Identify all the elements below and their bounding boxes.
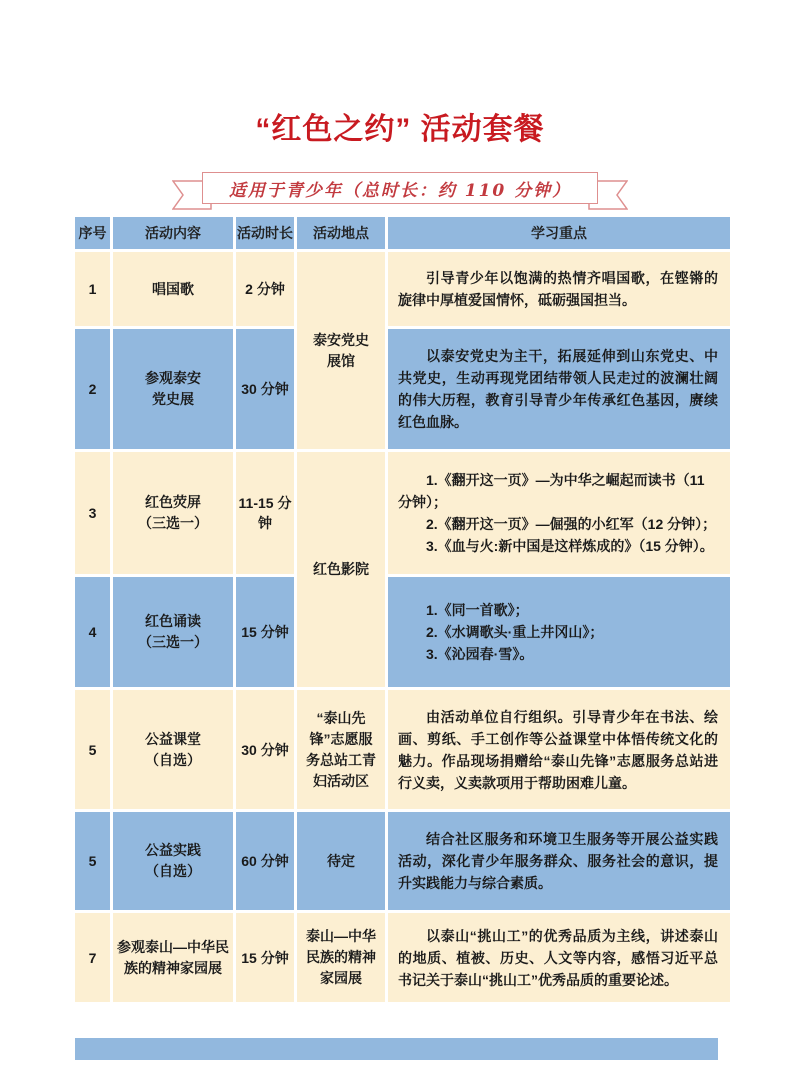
cell-no: 5	[75, 812, 110, 910]
cell-duration: 30 分钟	[236, 329, 294, 449]
table-row	[75, 329, 730, 449]
cell-activity: 红色荧屏（三选一）	[113, 452, 233, 574]
cell-points: 1.《同一首歌》； 2.《水调歌头·重上井冈山》； 3.《沁园春·雪》。	[388, 577, 730, 687]
cell-location: 泰山—中华民族的精神家园展	[297, 913, 385, 1002]
ribbon-banner	[172, 172, 628, 208]
cell-activity: 红色诵读（三选一）	[113, 577, 233, 687]
cell-location: “泰山先锋”志愿服务总站工青妇活动区	[297, 690, 385, 809]
table-header-row	[75, 217, 730, 249]
table-row	[75, 452, 730, 574]
cell-activity: 唱国歌	[113, 252, 233, 326]
cell-duration: 15 分钟	[236, 913, 294, 1002]
table-row	[75, 252, 730, 326]
cell-activity: 参观泰安党史展	[113, 329, 233, 449]
page-title: “红色之约” 活动套餐	[255, 113, 545, 146]
table-row	[75, 812, 730, 910]
cell-no: 4	[75, 577, 110, 687]
cell-location-merged: 红色影院	[297, 452, 385, 687]
activity-table	[72, 214, 733, 1005]
cell-no: 2	[75, 329, 110, 449]
cell-duration: 11-15 分钟	[236, 452, 294, 574]
cell-duration: 60 分钟	[236, 812, 294, 910]
cell-location: 待定	[297, 812, 385, 910]
table-row	[75, 577, 730, 687]
cell-no: 1	[75, 252, 110, 326]
cell-points: 1.《翻开这一页》—为中华之崛起而读书（11 分钟）； 2.《翻开这一页》—倔强的小红军（12 分钟）； 3.《血与火:新中国是这样炼成的》（15 分钟）。	[388, 452, 730, 574]
cell-duration: 2 分钟	[236, 252, 294, 326]
cell-points: 以泰山“挑山工”的优秀品质为主线，讲述泰山的地质、植被、历史、人文等内容，感悟习近平总书记关于泰山“挑山工”优秀品质的重要论述。	[388, 913, 730, 1002]
header-points: 学习重点	[388, 217, 730, 249]
cell-points: 由活动单位自行组织。引导青少年在书法、绘画、剪纸、手工创作等公益课堂中体悟传统文化的魅力。作品现场捐赠给“泰山先锋”志愿服务总站进行义卖，义卖款项用于帮助困难儿童。	[388, 690, 730, 809]
header-activity: 活动内容	[113, 217, 233, 249]
cell-no: 7	[75, 913, 110, 1002]
cell-no: 3	[75, 452, 110, 574]
header-no: 序号	[75, 217, 110, 249]
cell-duration: 30 分钟	[236, 690, 294, 809]
cell-duration: 15 分钟	[236, 577, 294, 687]
table-continuation-strip	[75, 1038, 718, 1060]
header-location: 活动地点	[297, 217, 385, 249]
header-duration: 活动时长	[236, 217, 294, 249]
cell-points: 以泰安党史为主干，拓展延伸到山东党史、中共党史，生动再现党团结带领人民走过的波澜壮阔的伟大历程，教育引导青少年传承红色基因，赓续红色血脉。	[388, 329, 730, 449]
cell-location-merged: 泰安党史展馆	[297, 252, 385, 449]
cell-activity: 公益课堂（自选）	[113, 690, 233, 809]
cell-points: 引导青少年以饱满的热情齐唱国歌，在铿锵的旋律中厚植爱国情怀，砥砺强国担当。	[388, 252, 730, 326]
ribbon-label-box	[202, 172, 598, 204]
cell-activity: 参观泰山—中华民族的精神家园展	[113, 913, 233, 1002]
cell-no: 5	[75, 690, 110, 809]
cell-activity: 公益实践（自选）	[113, 812, 233, 910]
ribbon-label: 适用于青少年（总时长：约 110 分钟）	[228, 180, 572, 201]
table-row	[75, 913, 730, 1002]
table-row	[75, 690, 730, 809]
cell-points: 结合社区服务和环境卫生服务等开展公益实践活动，深化青少年服务群众、服务社会的意识，提升实践能力与综合素质。	[388, 812, 730, 910]
